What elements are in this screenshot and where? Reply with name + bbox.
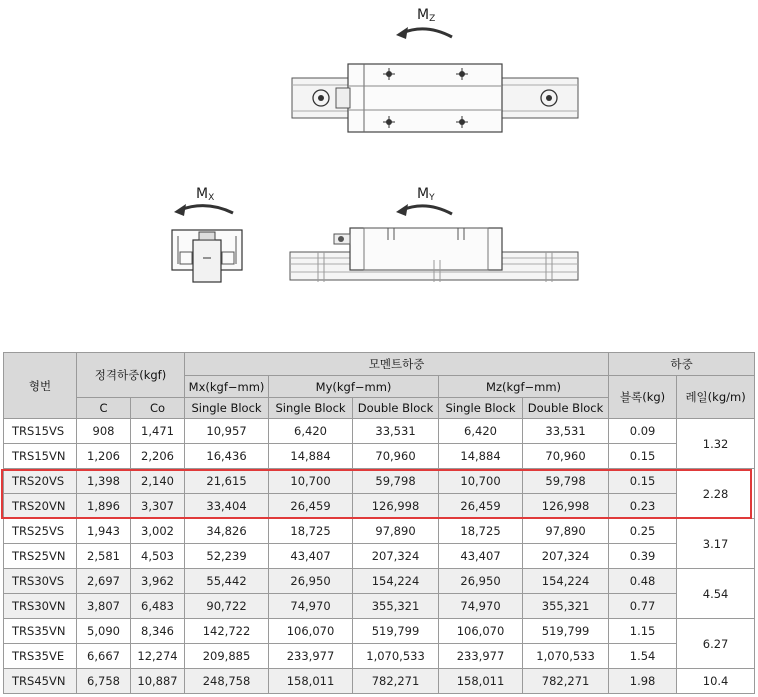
mx-single-cell: 142,722 bbox=[185, 619, 269, 644]
svg-text:MZ: MZ bbox=[417, 7, 436, 24]
table-row bbox=[4, 494, 755, 519]
co-value-cell: 3,002 bbox=[131, 519, 185, 544]
header-weight: 하중 bbox=[609, 353, 755, 376]
table-row bbox=[4, 644, 755, 669]
table-row bbox=[4, 669, 755, 694]
rail-weight-cell: 3.17 bbox=[677, 519, 755, 569]
my-double-cell: 59,798 bbox=[353, 469, 439, 494]
my-rotation-arrow bbox=[402, 206, 452, 214]
mz-arrow-head bbox=[396, 27, 408, 39]
co-value-cell: 6,483 bbox=[131, 594, 185, 619]
model-cell: TRS35VE bbox=[4, 644, 77, 669]
end-view-drawing bbox=[172, 230, 242, 282]
c-value-cell: 1,398 bbox=[77, 469, 131, 494]
co-value-cell: 10,887 bbox=[131, 669, 185, 694]
header-static-load: 정격하중(kgf) bbox=[77, 353, 185, 398]
mz-rotation-arrow bbox=[402, 29, 452, 37]
header-co: Co bbox=[131, 398, 185, 419]
rail-weight-cell: 10.4 bbox=[677, 669, 755, 694]
co-value-cell: 2,140 bbox=[131, 469, 185, 494]
model-cell: TRS30VN bbox=[4, 594, 77, 619]
mx-single-cell: 21,615 bbox=[185, 469, 269, 494]
c-value-cell: 5,090 bbox=[77, 619, 131, 644]
header-my-single: Single Block bbox=[269, 398, 353, 419]
my-arrow-head bbox=[396, 204, 408, 216]
co-value-cell: 4,503 bbox=[131, 544, 185, 569]
table-row bbox=[4, 469, 755, 494]
header-model: 형번 bbox=[4, 353, 77, 419]
model-cell: TRS35VN bbox=[4, 619, 77, 644]
model-cell: TRS30VS bbox=[4, 569, 77, 594]
co-value-cell: 12,274 bbox=[131, 644, 185, 669]
block-weight-cell: 1.98 bbox=[609, 669, 677, 694]
model-cell: TRS25VN bbox=[4, 544, 77, 569]
my-double-cell: 70,960 bbox=[353, 444, 439, 469]
mx-single-cell: 90,722 bbox=[185, 594, 269, 619]
my-double-cell: 126,998 bbox=[353, 494, 439, 519]
mz-double-cell: 519,799 bbox=[523, 619, 609, 644]
model-cell: TRS25VS bbox=[4, 519, 77, 544]
mz-double-cell: 355,321 bbox=[523, 594, 609, 619]
table-row bbox=[4, 569, 755, 594]
table-row bbox=[4, 594, 755, 619]
mz-single-cell: 158,011 bbox=[439, 669, 523, 694]
mz-single-cell: 14,884 bbox=[439, 444, 523, 469]
header-moment: 모멘트하중 bbox=[185, 353, 609, 376]
c-value-cell: 1,206 bbox=[77, 444, 131, 469]
block-weight-cell: 0.15 bbox=[609, 469, 677, 494]
rail-weight-cell: 6.27 bbox=[677, 619, 755, 669]
my-double-cell: 782,271 bbox=[353, 669, 439, 694]
block-weight-cell: 0.15 bbox=[609, 444, 677, 469]
mx-arrow-head bbox=[174, 204, 186, 216]
header-mx: Mx(kgf−mm) bbox=[185, 376, 269, 398]
mx-moment-label bbox=[196, 186, 214, 203]
mx-rotation-arrow bbox=[180, 206, 233, 213]
mx-single-cell: 52,239 bbox=[185, 544, 269, 569]
rail-weight-cell: 1.32 bbox=[677, 419, 755, 469]
model-cell: TRS20VS bbox=[4, 469, 77, 494]
table-row bbox=[4, 444, 755, 469]
co-value-cell: 3,307 bbox=[131, 494, 185, 519]
c-value-cell: 2,697 bbox=[77, 569, 131, 594]
my-single-cell: 14,884 bbox=[269, 444, 353, 469]
c-value-cell: 3,807 bbox=[77, 594, 131, 619]
table-row bbox=[4, 419, 755, 444]
my-single-cell: 26,950 bbox=[269, 569, 353, 594]
mz-single-cell: 18,725 bbox=[439, 519, 523, 544]
my-moment-label bbox=[417, 186, 435, 203]
mz-double-cell: 59,798 bbox=[523, 469, 609, 494]
block-weight-cell: 1.15 bbox=[609, 619, 677, 644]
header-c: C bbox=[77, 398, 131, 419]
table-row bbox=[4, 619, 755, 644]
block-weight-cell: 1.54 bbox=[609, 644, 677, 669]
table-row bbox=[4, 519, 755, 544]
mz-double-cell: 154,224 bbox=[523, 569, 609, 594]
mx-single-cell: 209,885 bbox=[185, 644, 269, 669]
my-single-cell: 158,011 bbox=[269, 669, 353, 694]
mz-double-cell: 1,070,533 bbox=[523, 644, 609, 669]
mx-single-cell: 10,957 bbox=[185, 419, 269, 444]
my-double-cell: 1,070,533 bbox=[353, 644, 439, 669]
c-value-cell: 6,758 bbox=[77, 669, 131, 694]
block-weight-cell: 0.25 bbox=[609, 519, 677, 544]
header-my-double: Double Block bbox=[353, 398, 439, 419]
c-value-cell: 6,667 bbox=[77, 644, 131, 669]
rail-weight-cell: 2.28 bbox=[677, 469, 755, 519]
mx-single-cell: 33,404 bbox=[185, 494, 269, 519]
block-weight-cell: 0.23 bbox=[609, 494, 677, 519]
block-weight-cell: 0.77 bbox=[609, 594, 677, 619]
model-cell: TRS20VN bbox=[4, 494, 77, 519]
c-value-cell: 908 bbox=[77, 419, 131, 444]
mz-single-cell: 74,970 bbox=[439, 594, 523, 619]
mz-double-cell: 70,960 bbox=[523, 444, 609, 469]
my-double-cell: 33,531 bbox=[353, 419, 439, 444]
my-double-cell: 97,890 bbox=[353, 519, 439, 544]
block-weight-cell: 0.48 bbox=[609, 569, 677, 594]
spec-table-body bbox=[4, 419, 755, 694]
model-cell: TRS15VN bbox=[4, 444, 77, 469]
mz-double-cell: 33,531 bbox=[523, 419, 609, 444]
mz-double-cell: 97,890 bbox=[523, 519, 609, 544]
co-value-cell: 8,346 bbox=[131, 619, 185, 644]
header-mz-double: Double Block bbox=[523, 398, 609, 419]
c-value-cell: 2,581 bbox=[77, 544, 131, 569]
spec-table bbox=[3, 352, 755, 694]
top-view-drawing bbox=[292, 64, 578, 132]
block-weight-cell: 0.09 bbox=[609, 419, 677, 444]
co-value-cell: 3,962 bbox=[131, 569, 185, 594]
co-value-cell: 2,206 bbox=[131, 444, 185, 469]
my-single-cell: 6,420 bbox=[269, 419, 353, 444]
c-value-cell: 1,896 bbox=[77, 494, 131, 519]
c-value-cell: 1,943 bbox=[77, 519, 131, 544]
block-weight-cell: 0.39 bbox=[609, 544, 677, 569]
svg-text:MX: MX bbox=[196, 186, 215, 203]
mx-single-cell: 55,442 bbox=[185, 569, 269, 594]
mz-single-cell: 6,420 bbox=[439, 419, 523, 444]
model-cell: TRS45VN bbox=[4, 669, 77, 694]
my-single-cell: 106,070 bbox=[269, 619, 353, 644]
my-single-cell: 233,977 bbox=[269, 644, 353, 669]
mz-single-cell: 43,407 bbox=[439, 544, 523, 569]
mz-double-cell: 782,271 bbox=[523, 669, 609, 694]
mx-single-cell: 248,758 bbox=[185, 669, 269, 694]
mz-single-cell: 233,977 bbox=[439, 644, 523, 669]
mz-single-cell: 106,070 bbox=[439, 619, 523, 644]
my-single-cell: 26,459 bbox=[269, 494, 353, 519]
mz-double-cell: 126,998 bbox=[523, 494, 609, 519]
svg-text:MY: MY bbox=[417, 186, 435, 203]
header-rail-kgm: 레일(kg/m) bbox=[677, 376, 755, 419]
header-block-kg: 블록(kg) bbox=[609, 376, 677, 419]
my-double-cell: 519,799 bbox=[353, 619, 439, 644]
header-my: My(kgf−mm) bbox=[269, 376, 439, 398]
mz-single-cell: 26,950 bbox=[439, 569, 523, 594]
header-mz: Mz(kgf−mm) bbox=[439, 376, 609, 398]
table-row bbox=[4, 544, 755, 569]
mx-single-cell: 34,826 bbox=[185, 519, 269, 544]
mz-single-cell: 10,700 bbox=[439, 469, 523, 494]
my-single-cell: 10,700 bbox=[269, 469, 353, 494]
mz-double-cell: 207,324 bbox=[523, 544, 609, 569]
model-cell: TRS15VS bbox=[4, 419, 77, 444]
my-single-cell: 43,407 bbox=[269, 544, 353, 569]
header-mz-single: Single Block bbox=[439, 398, 523, 419]
mz-moment-label bbox=[417, 7, 435, 24]
my-double-cell: 355,321 bbox=[353, 594, 439, 619]
side-view-drawing bbox=[290, 228, 578, 282]
my-single-cell: 18,725 bbox=[269, 519, 353, 544]
co-value-cell: 1,471 bbox=[131, 419, 185, 444]
mx-single-cell: 16,436 bbox=[185, 444, 269, 469]
my-double-cell: 207,324 bbox=[353, 544, 439, 569]
my-single-cell: 74,970 bbox=[269, 594, 353, 619]
header-mx-single: Single Block bbox=[185, 398, 269, 419]
rail-weight-cell: 4.54 bbox=[677, 569, 755, 619]
my-double-cell: 154,224 bbox=[353, 569, 439, 594]
mz-single-cell: 26,459 bbox=[439, 494, 523, 519]
